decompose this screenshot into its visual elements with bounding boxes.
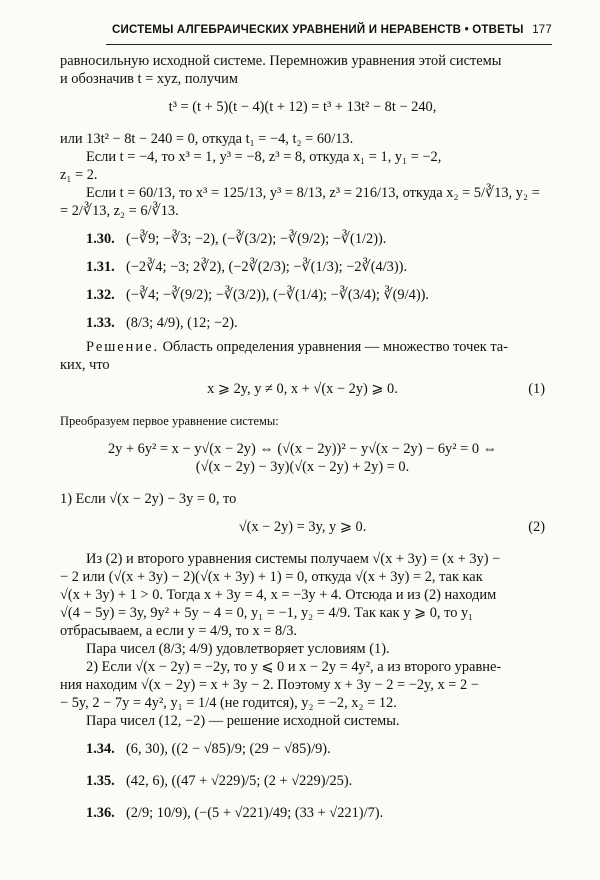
answer-text: (−∛4; −∛(9/2); −∛(3/2)), (−∛(1/4); −∛(3/4); ∛(9/4)). bbox=[126, 287, 430, 303]
answer-item bbox=[60, 740, 545, 758]
equation-number: (1) bbox=[528, 381, 545, 397]
answer-number: 1.33. bbox=[86, 315, 115, 331]
answer-number: 1.35. bbox=[86, 773, 115, 789]
text-line: z₁ = 2. bbox=[60, 167, 98, 183]
answer-text: (6, 30), ((2 − √85)/9; (29 − √85)/9). bbox=[126, 741, 331, 757]
answer-number: 1.31. bbox=[86, 259, 115, 275]
page-body bbox=[60, 52, 545, 822]
text-line: √(4 − 5y) = 3y, 9y² + 5y − 4 = 0, y₁ = −1, y₂ = 4/9. Так как y ⩾ 0, то y₁ bbox=[60, 605, 474, 621]
answer-number: 1.30. bbox=[86, 231, 115, 247]
text-line: ких, что bbox=[60, 357, 110, 373]
answer-item bbox=[60, 314, 545, 332]
solution-intro bbox=[60, 338, 545, 356]
text-line: ния находим √(x − 2y) = x + 3y − 2. Поэтому x + 3y − 2 = −2y, x = 2 − bbox=[60, 677, 479, 693]
equation-text: √(x − 2y) = 3y, y ⩾ 0. bbox=[238, 519, 367, 535]
text-line: или 13t² − 8t − 240 = 0, откуда t₁ = −4, t₂ = 60/13. bbox=[60, 131, 354, 147]
equation-number: (2) bbox=[528, 519, 545, 535]
answer-item bbox=[60, 286, 545, 304]
text-line: Пара чисел (8/3; 4/9) удовлетворяет условиям (1). bbox=[86, 641, 390, 657]
text-line: √(x + 3y) + 1 > 0. Тогда x + 3y = 4, x = −3y + 4. Отсюда и из (2) находим bbox=[60, 587, 497, 603]
text-line: − 2 или (√(x + 3y) − 2)(√(x + 3y) + 1) = 0, откуда √(x + 3y) = 2, так как bbox=[60, 569, 483, 585]
equation-t-cubed: t³ = (t + 5)(t − 4)(t + 12) = t³ + 13t² − 8t − 240, bbox=[168, 99, 437, 115]
text-line: Если t = 60/13, то x³ = 125/13, y³ = 8/13, z³ = 216/13, откуда x₂ = 5/∛13, y₂ = bbox=[86, 185, 540, 201]
running-title: СИСТЕМЫ АЛГЕБРАИЧЕСКИХ УРАВНЕНИЙ И НЕРАВЕНСТВ • ОТВЕТЫ bbox=[112, 24, 524, 36]
answer-number: 1.34. bbox=[86, 741, 115, 757]
answer-item bbox=[60, 258, 545, 276]
text-line: Пара чисел (12, −2) — решение исходной системы. bbox=[86, 713, 400, 729]
text-line: и обозначив t = xyz, получим bbox=[60, 71, 238, 87]
text-line: = 2/∛13, z₂ = 6/∛13. bbox=[60, 203, 179, 219]
running-header bbox=[112, 14, 552, 40]
text-line: Из (2) и второго уравнения системы получаем √(x + 3y) = (x + 3y) − bbox=[86, 551, 501, 567]
case-1-intro: 1) Если √(x − 2y) − 3y = 0, то bbox=[60, 491, 237, 507]
answer-number: 1.36. bbox=[86, 805, 115, 821]
header-rule bbox=[106, 44, 552, 45]
text-line: Преобразуем первое уравнение системы: bbox=[60, 414, 279, 428]
text-line: равносильную исходной системе. Перемножив уравнения этой системы bbox=[60, 53, 502, 69]
answer-item bbox=[60, 230, 545, 248]
solution-text: Область определения уравнения — множество точек та- bbox=[159, 339, 508, 355]
text-line: отбрасываем, а если y = 4/9, то x = 8/3. bbox=[60, 623, 298, 639]
text-line: 2) Если √(x − 2y) = −2y, то y ⩽ 0 и x − 2y = 4y², а из второго уравне- bbox=[86, 659, 502, 675]
answer-item bbox=[60, 772, 545, 790]
page-number: 177 bbox=[532, 24, 552, 36]
equation-transform: 2y + 6y² = x − y√(x − 2y) ⇔ (√(x − 2y))² − y√(x − 2y) − 6y² = 0 ⇔ bbox=[107, 441, 498, 457]
equation-1 bbox=[60, 380, 545, 398]
answer-text: (−∛9; −∛3; −2), (−∛(3/2); −∛(9/2); −∛(1/2)). bbox=[126, 231, 387, 247]
equation-2 bbox=[60, 518, 545, 536]
answer-text: (8/3; 4/9), (12; −2). bbox=[126, 315, 238, 331]
text-line: Если t = −4, то x³ = 1, y³ = −8, z³ = 8, откуда x₁ = 1, y₁ = −2, bbox=[86, 149, 442, 165]
equation-text: x ⩾ 2y, y ≠ 0, x + √(x − 2y) ⩾ 0. bbox=[207, 381, 398, 397]
answer-text: (42, 6), ((47 + √229)/5; (2 + √229)/25). bbox=[126, 773, 353, 789]
answer-text: (2/9; 10/9), (−(5 + √221)/49; (33 + √221)/7). bbox=[126, 805, 384, 821]
equation-transform: (√(x − 2y) − 3y)(√(x − 2y) + 2y) = 0. bbox=[195, 459, 410, 475]
solution-label: Решение. bbox=[86, 339, 160, 355]
answer-text: (−2∛4; −3; 2∛2), (−2∛(2/3); −∛(1/3); −2∛(4/3)). bbox=[126, 259, 408, 275]
answer-item bbox=[60, 804, 545, 822]
text-line: − 5y, 2 − 7y = 4y², y₁ = 1/4 (не годится), y₂ = −2, x₂ = 12. bbox=[60, 695, 397, 711]
answer-number: 1.32. bbox=[86, 287, 115, 303]
